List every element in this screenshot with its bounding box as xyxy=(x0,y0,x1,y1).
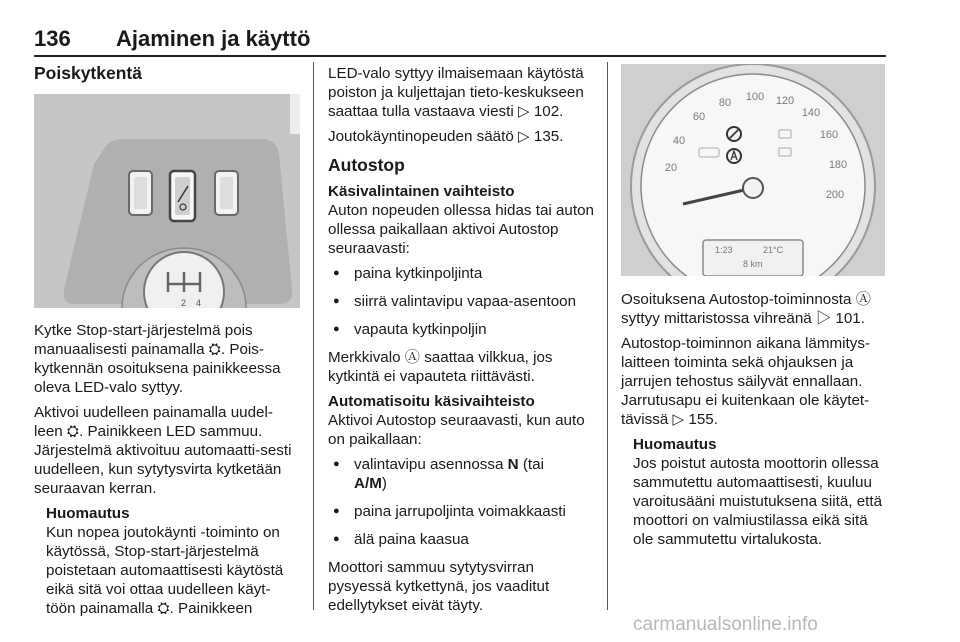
bullet-text: (tai xyxy=(518,456,544,473)
speed-tick-label: 200 xyxy=(825,189,845,201)
speed-tick-label: 40 xyxy=(672,135,686,147)
note-block-col1 xyxy=(46,504,300,618)
speed-tick-label: 80 xyxy=(718,97,732,109)
display-odometer: 8 km xyxy=(743,259,763,269)
paragraph-automated-intro: Aktivoi Autostop seuraavasti, kun auto on paikallaan: xyxy=(328,412,585,448)
note-text: Kun nopea joutokäynti -toiminto on käytössä, Stop-start-järjestelmä poistetaan automaattisesti käytöstä eikä sitä voi ottaa uudelleen käyt-töön painamalla ⛭. Painikkeen xyxy=(46,524,284,617)
paragraph-reactivate: Aktivoi uudelleen painamalla uudel-leen ⛭. Painikkeen LED sammuu. Järjestelmä aktivoituu automaatti-sesti uudelleen, kun sytytysvirta kytketään seuraavan kerran. xyxy=(34,404,292,497)
section-heading-poiskytkenta: Poiskytkentä xyxy=(34,63,142,83)
paragraph-engine-stop: Moottori sammuu sytytysvirran pysyessä kytkettynä, jos vaaditut edellytykset eivät täyty. xyxy=(328,559,550,614)
column-1 xyxy=(34,64,300,618)
subheading-automated-transmission: Automatisoitu käsivaihteisto xyxy=(328,393,535,410)
section-heading-autostop: Autostop xyxy=(328,155,405,175)
watermark: carmanualsonline.info xyxy=(633,614,818,635)
bullet-text: valintavipu asennossa xyxy=(354,456,508,473)
note-title: Huomautus xyxy=(633,436,717,453)
speed-tick-label: 160 xyxy=(819,129,839,141)
svg-text:4: 4 xyxy=(196,298,202,308)
column-3 xyxy=(621,64,889,549)
list-item xyxy=(328,455,596,493)
speed-tick-label: 180 xyxy=(828,159,848,171)
list-item: ● paina jarrupoljinta voimakkaasti xyxy=(328,502,596,521)
automated-steps-list xyxy=(328,455,596,549)
header-rule xyxy=(34,55,886,57)
svg-text:2: 2 xyxy=(181,298,187,308)
stop-start-switch-illustration xyxy=(34,94,300,308)
note-title: Huomautus xyxy=(46,505,130,522)
paragraph-autostop-functions: Autostop-toiminnon aikana lämmitys-laitteen toiminta sekä ohjauksen ja jarrujen tehostus säilyvät ennallaan. Jarrutusapu ei kuitenkaan ole käytet-tävissä ▷ 155. xyxy=(621,335,871,428)
paragraph-led-continued: LED-valo syttyy ilmaisemaan käytöstä poiston ja kuljettajan tieto-keskukseen saattaa tulla vastaava viesti ▷ 102. xyxy=(328,65,584,120)
speed-tick-label: 20 xyxy=(664,162,678,174)
bullet-text: ) xyxy=(381,475,387,492)
paragraph-autostop-indicator: Osoituksena Autostop-toiminnosta Ⓐ syttyy mittaristossa vihreänä ▷ 101. xyxy=(621,291,871,327)
speed-tick-label: 100 xyxy=(745,91,765,103)
page-header xyxy=(34,26,886,54)
speed-tick-label: 120 xyxy=(775,95,795,107)
display-time: 1:23 xyxy=(715,245,733,255)
paragraph-indicator-flash: Merkkivalo Ⓐ saattaa vilkkua, jos kytkintä ei vapauteta riittävästi. xyxy=(328,349,553,385)
list-item: ● paina kytkinpoljinta xyxy=(328,264,596,283)
paragraph-manual-intro: Auton nopeuden ollessa hidas tai auton ollessa paikallaan aktivoi Autostop seuraavasti: xyxy=(328,202,594,257)
column-divider-1 xyxy=(313,62,314,610)
paragraph-disable: Kytke Stop-start-järjestelmä pois manuaalisesti painamalla ⛭. Pois-kytkennän osoituksena painikkeessa oleva LED-valo syttyy. xyxy=(34,322,281,396)
instrument-cluster-illustration xyxy=(621,64,885,276)
display-temperature: 21°C xyxy=(763,245,784,255)
chapter-title: Ajaminen ja käyttö xyxy=(116,26,311,51)
column-divider-2 xyxy=(607,62,608,610)
bullet-bold-am: A/M xyxy=(354,475,382,492)
column-2 xyxy=(328,64,596,621)
bullet-bold-n: N xyxy=(507,456,519,473)
speed-tick-label: 140 xyxy=(801,107,821,119)
page-number: 136 xyxy=(34,26,71,51)
speed-tick-label: 60 xyxy=(692,111,706,123)
list-item: ● vapauta kytkinpoljin xyxy=(328,320,596,339)
paragraph-idle-speed: Joutokäyntinopeuden säätö ▷ 135. xyxy=(328,128,564,145)
subheading-manual-transmission: Käsivalintainen vaihteisto xyxy=(328,183,515,200)
list-item: ● siirrä valintavipu vapaa-asentoon xyxy=(328,292,596,311)
note-text: Jos poistut autosta moottorin ollessa sammutettu automaattisesti, kuuluu varoitusääni muistutuksena siitä, että moottori on valmiustilassa eikä sitä ole sammutettu virtalukosta. xyxy=(633,455,883,548)
list-item: ● älä paina kaasua xyxy=(328,530,596,549)
note-block-col3 xyxy=(633,435,889,549)
manual-steps-list xyxy=(328,264,596,339)
